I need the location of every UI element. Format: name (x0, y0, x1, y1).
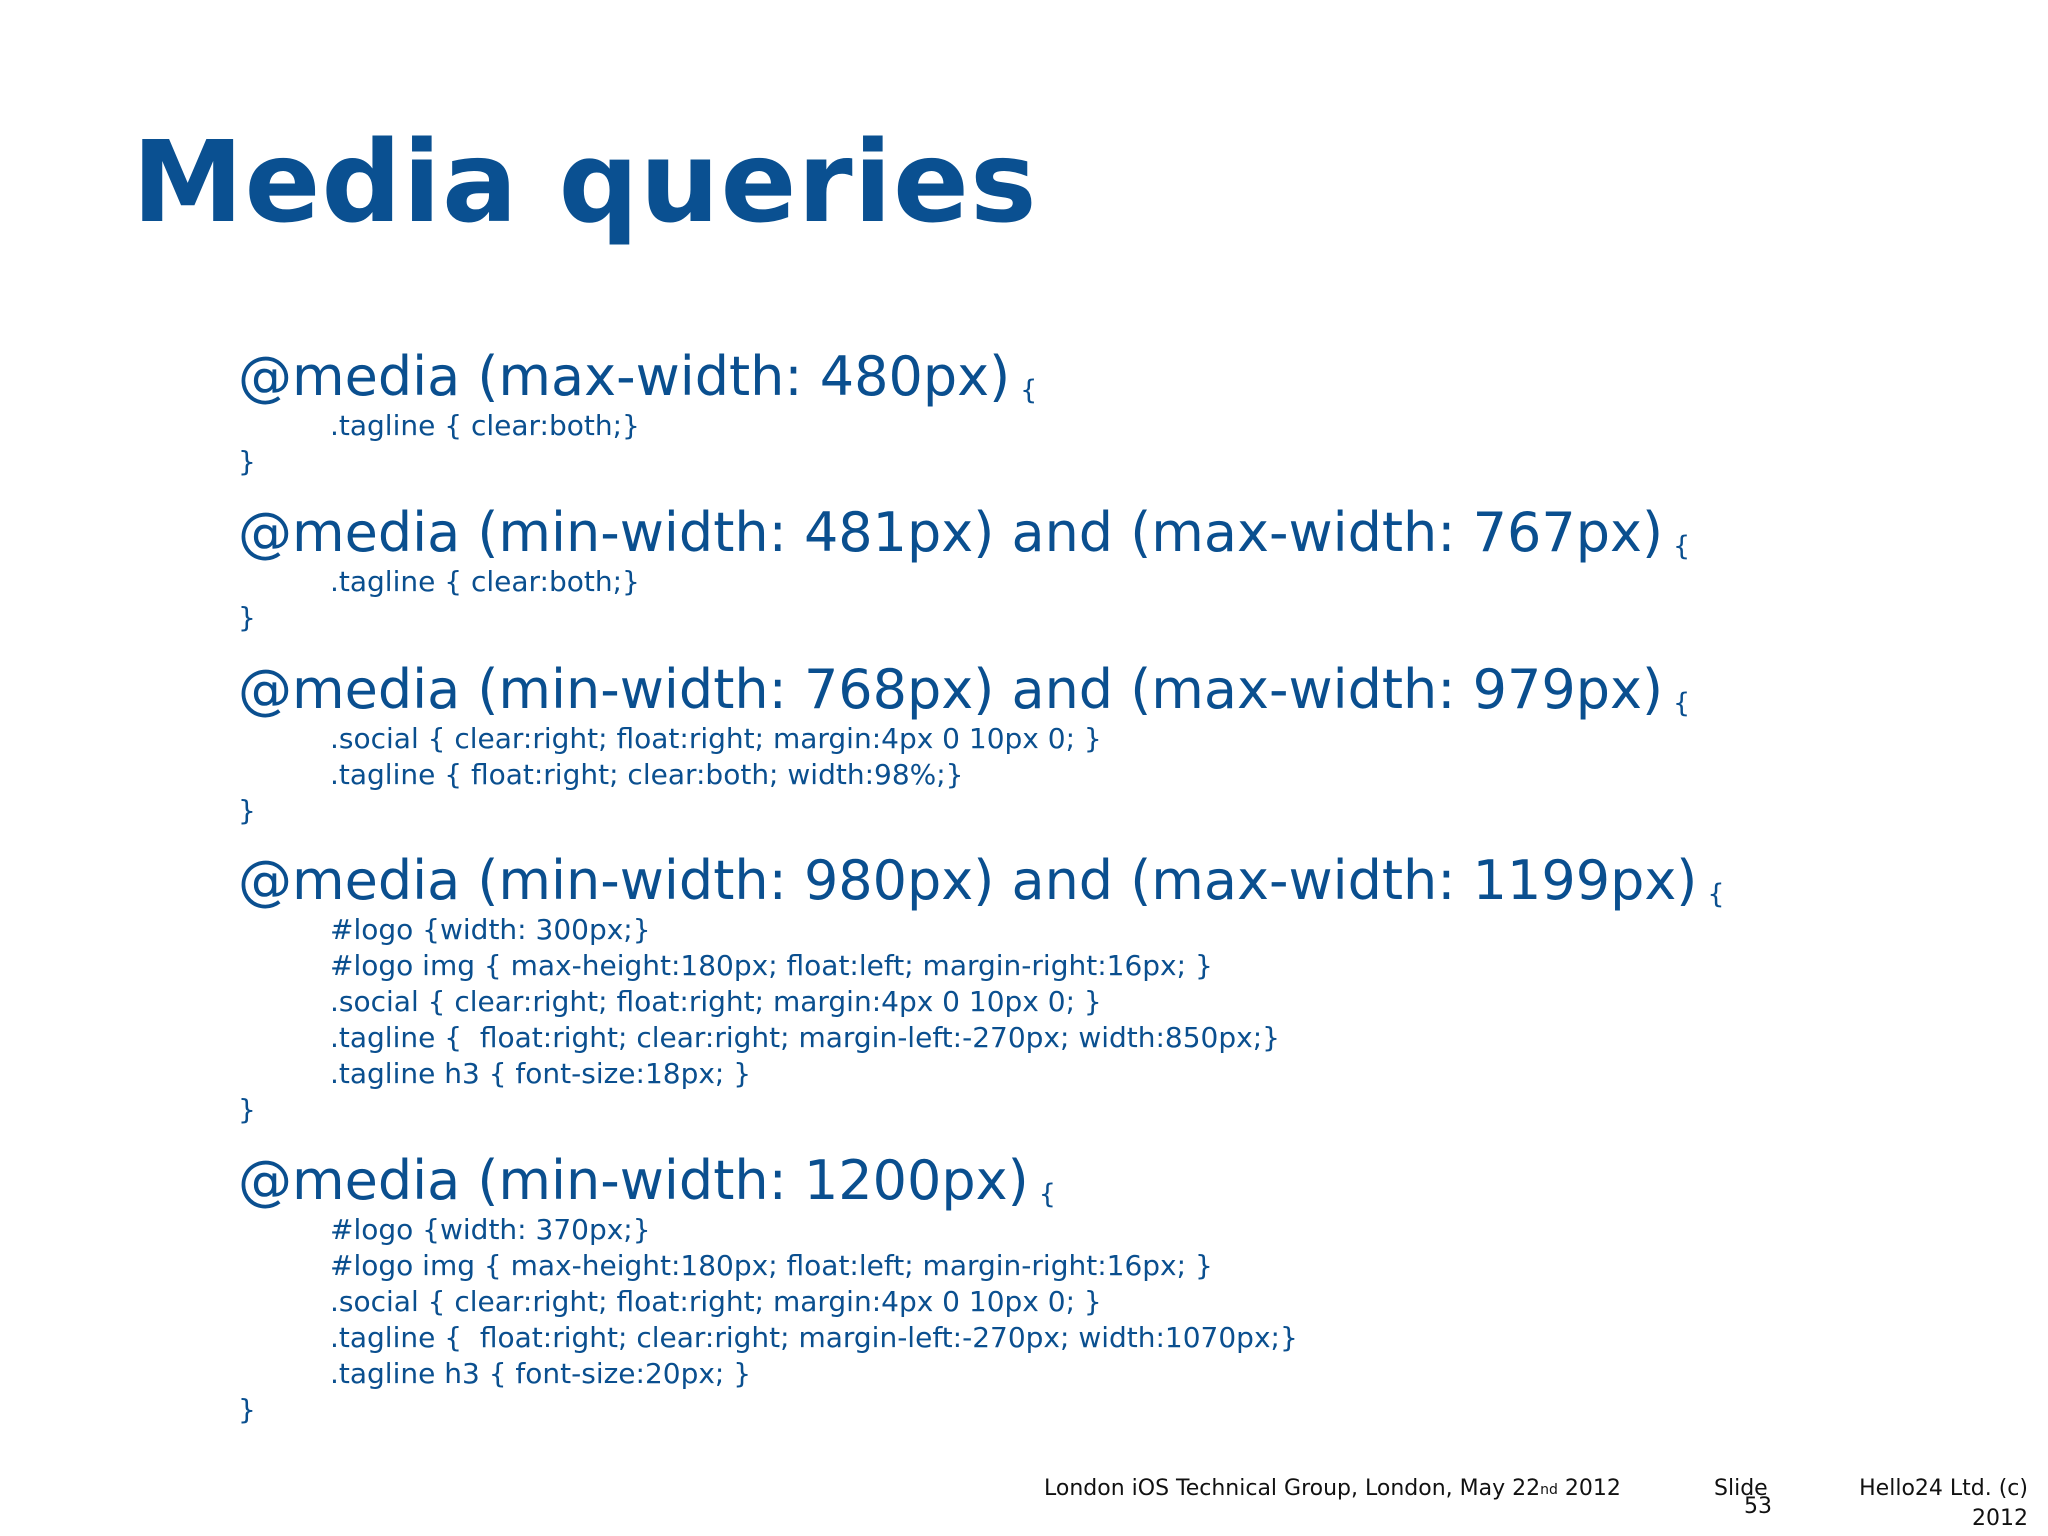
footer-slide-number: 53 (1744, 1494, 1772, 1519)
css-rule: .tagline { clear:both;} (330, 565, 640, 598)
footer-copyright-line1: Hello24 Ltd. (c) (1859, 1476, 2028, 1501)
css-rule: .social { clear:right; float:right; margin:4px 0 10px 0; } (330, 722, 1102, 755)
css-rule: .social { clear:right; float:right; margin:4px 0 10px 0; } (330, 1285, 1102, 1318)
media-query-line (238, 346, 1798, 408)
footer-event-ordinal: nd (1540, 1482, 1558, 1498)
media-query-line (238, 659, 1798, 721)
footer-copyright-line2: 2012 (1972, 1506, 2028, 1531)
css-rule: .tagline { float:right; clear:right; margin-left:-270px; width:850px;} (330, 1021, 1280, 1054)
close-brace: } (238, 445, 256, 478)
css-rule: .tagline { float:right; clear:both; width:98%;} (330, 758, 964, 791)
media-block-481-767 (238, 502, 1798, 636)
css-rule: .tagline h3 { font-size:18px; } (330, 1057, 752, 1090)
footer-event-prefix: London iOS Technical Group, London, May 22 (1044, 1476, 1541, 1501)
close-brace: } (238, 601, 256, 634)
media-query-line (238, 502, 1798, 564)
open-brace: { (1707, 879, 1725, 910)
css-rule: .tagline { clear:both;} (330, 409, 640, 442)
media-block-min-1200 (238, 1150, 1798, 1428)
open-brace: { (1673, 531, 1691, 562)
footer-event (1044, 1476, 1621, 1504)
open-brace: { (1673, 688, 1691, 719)
open-brace: { (1020, 375, 1038, 406)
footer-slide-label: Slide (1714, 1476, 1768, 1501)
close-brace: } (238, 1093, 256, 1126)
media-block-768-979 (238, 659, 1798, 829)
media-query-text: @media (min-width: 481px) and (max-width: 767px) (238, 501, 1664, 564)
footer-event-year: 2012 (1557, 1476, 1621, 1501)
media-query-line (238, 850, 1798, 912)
slide-title: Media queries (132, 118, 1038, 248)
media-query-line (238, 1150, 1798, 1212)
media-query-text: @media (max-width: 480px) (238, 345, 1011, 408)
css-rule: #logo img { max-height:180px; float:left; margin-right:16px; } (330, 1249, 1213, 1282)
css-rule: #logo img { max-height:180px; float:left; margin-right:16px; } (330, 949, 1213, 982)
css-rule: .social { clear:right; float:right; margin:4px 0 10px 0; } (330, 985, 1102, 1018)
media-query-text: @media (min-width: 768px) and (max-width: 979px) (238, 658, 1664, 721)
css-rule: .tagline h3 { font-size:20px; } (330, 1357, 752, 1390)
css-rule: #logo {width: 300px;} (330, 913, 651, 946)
css-rule: #logo {width: 370px;} (330, 1213, 651, 1246)
media-query-text: @media (min-width: 980px) and (max-width: 1199px) (238, 849, 1698, 912)
media-block-max-480 (238, 346, 1798, 480)
media-block-980-1199 (238, 850, 1798, 1128)
open-brace: { (1038, 1179, 1056, 1210)
media-query-text: @media (min-width: 1200px) (238, 1149, 1029, 1212)
close-brace: } (238, 794, 256, 827)
close-brace: } (238, 1393, 256, 1426)
css-rule: .tagline { float:right; clear:right; margin-left:-270px; width:1070px;} (330, 1321, 1298, 1354)
